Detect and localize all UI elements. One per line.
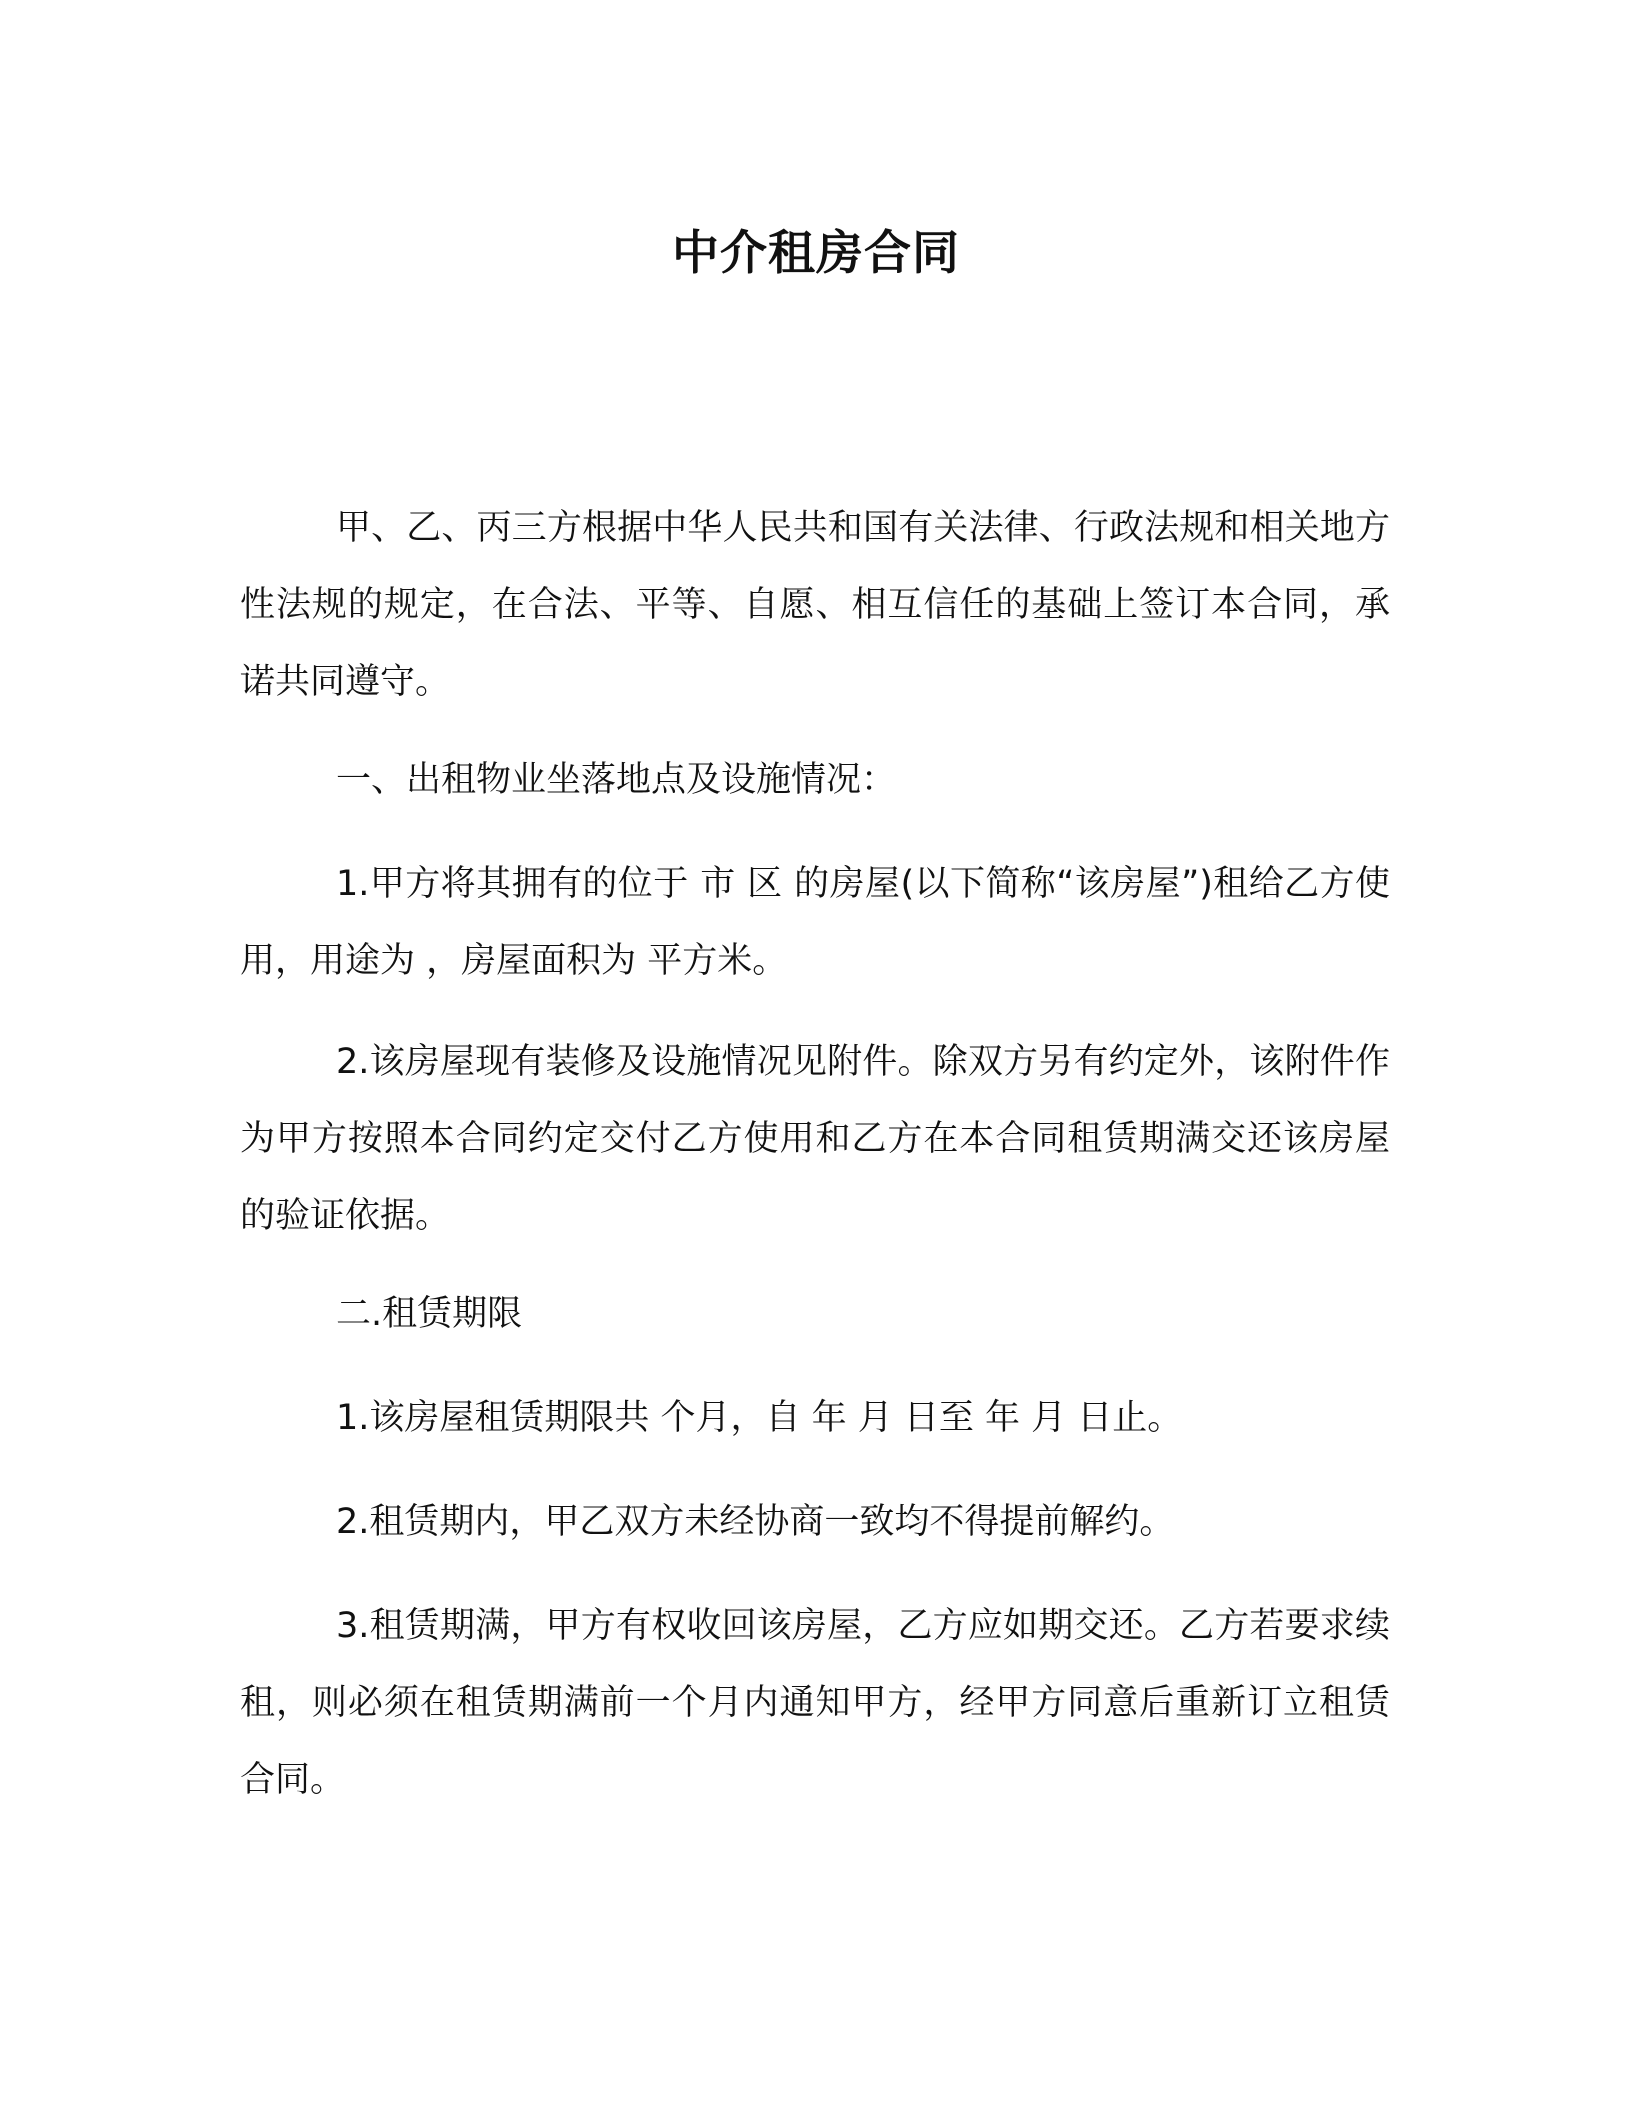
paragraph-preamble: 甲、乙、丙三方根据中华人民共和国有关法律、行政法规和相关地方性法规的规定，在合法、平等、自愿、相互信任的基础上签订本合同，承诺共同遵守。 [240,508,1390,702]
clause-2-2: 2.租赁期内，甲乙双方未经协商一致均不得提前解约。 [336,1502,1175,1542]
clause-2-1: 1.该房屋租赁期限共 个月，自 年 月 日至 年 月 日止。 [336,1398,1183,1438]
clause-1-2: 2.该房屋现有装修及设施情况见附件。除双方另有约定外，该附件作为甲方按照本合同约定交付乙方使用和乙方在本合同租赁期满交还该房屋的验证依据。 [240,1042,1390,1236]
document-title: 中介租房合同 [672,226,960,281]
section-heading-1: 一、出租物业坐落地点及设施情况： [336,760,897,800]
section-heading-2: 二.租赁期限 [336,1294,523,1334]
clause-2-3: 3.租赁期满，甲方有权收回该房屋，乙方应如期交还。乙方若要求续租，则必须在租赁期满前一个月内通知甲方，经甲方同意后重新订立租赁合同。 [240,1606,1390,1800]
clause-1-1: 1.甲方将其拥有的位于 市 区 的房屋(以下简称“该房屋”)租给乙方使用，用途为 ，房屋面积为 平方米。 [240,864,1390,981]
